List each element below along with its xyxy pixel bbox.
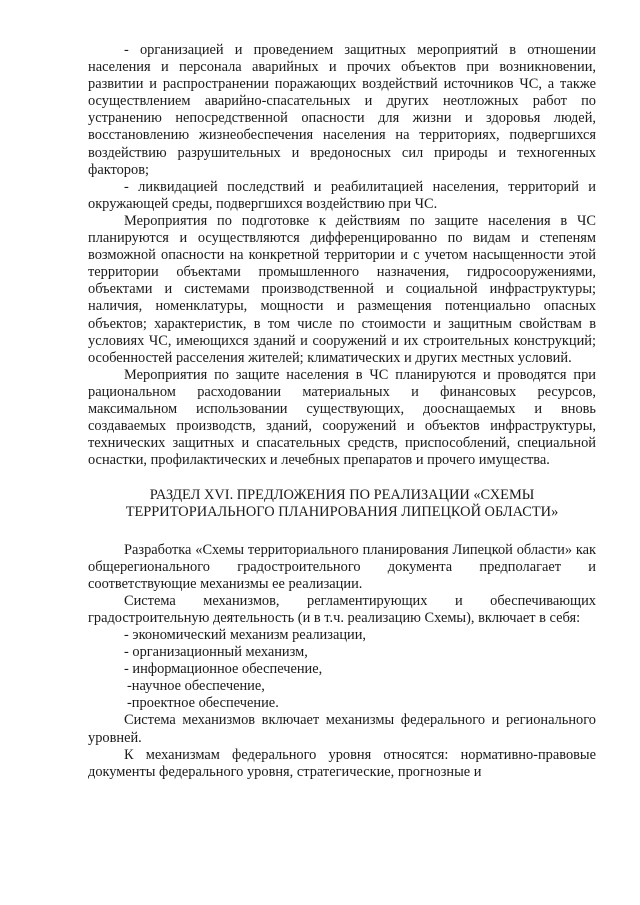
section-heading [88,487,596,521]
mechanisms-list [88,627,596,712]
paragraph-preparation-measures: Мероприятия по подготовке к действиям по защите населения в ЧС планируются и осуществляются дифференцированно по видам и степеням возможной опасности на конкретной территории и с учетом насыщенности этой территории объектами промышленного назначения, гидросооружениями, объектами и системами производственной и социальной инфраструктуры; наличия, номенклатуры, мощности и размещения потенциально опасных объектов; характеристик, в том числе по стоимости и защитным свойствам в условиях ЧС, имеющихся зданий и сооружений и их строительных конструкций; особенностей расселения жителей; климатических и других местных условий. [88,212,596,366]
paragraph-liquidation: - ликвидацией последствий и реабилитацией населения, территорий и окружающей среды, подвергшихся воздействию при ЧС. [88,178,596,212]
list-item: -научное обеспечение, [127,678,265,695]
list-item: - информационное обеспечение, [124,661,323,678]
paragraph-federal-mechanisms: К механизмам федерального уровня относятся: нормативно-правовые документы федерального уровня, стратегические, прогнозные и [88,746,596,780]
section-heading-line-1: РАЗДЕЛ XVI. ПРЕДЛОЖЕНИЯ ПО РЕАЛИЗАЦИИ «СХЕМЫ [149,487,535,504]
section-heading-line-2: ТЕРРИТОРИАЛЬНОГО ПЛАНИРОВАНИЯ ЛИПЕЦКОЙ ОБЛАСТИ» [125,504,559,521]
paragraph-mechanism-system: Система механизмов, регламентирующих и обеспечивающих градостроительную деятельность (и в т.ч. реализацию Схемы), включает в себя: [88,592,596,626]
list-item: - экономический механизм реализации, [124,627,367,643]
paragraph-scheme-development: Разработка «Схемы территориального планирования Липецкой области» как общерегионального градостроительного документа предполагает и соответствующие механизмы ее реализации. [88,541,596,592]
paragraph-protection-measures: - организацией и проведением защитных мероприятий в отношении населения и персонала аварийных и прочих объектов при возникновении, развитии и распространении поражающих воздействий источников ЧС, а также осуществлением аварийно-спасательных и других неотложных работ по устранению непосредственной опасности для жизни и здоровья людей, восстановлению жизнеобеспечения населения на территориях, подвергшихся воздействию разрушительных и вредоносных сил природы и техногенных факторов; [88,42,596,178]
list-item: -проектное обеспечение. [127,695,279,712]
paragraph-federal-regional: Система механизмов включает механизмы федерального и регионального уровней. [88,712,596,746]
paragraph-rational-resources: Мероприятия по защите населения в ЧС планируются и проводятся при рациональном расходовании материальных и финансовых ресурсов, максимальном использовании существующих, дооснащаемых и вновь создаваемых производств, зданий, сооружений и объектов инфраструктуры, технических защитных и спасательных средств, приспособлений, специальной оснастки, профилактических и лечебных препаратов и прочего имущества. [88,366,596,469]
list-item: - организационный механизм, [124,644,308,661]
